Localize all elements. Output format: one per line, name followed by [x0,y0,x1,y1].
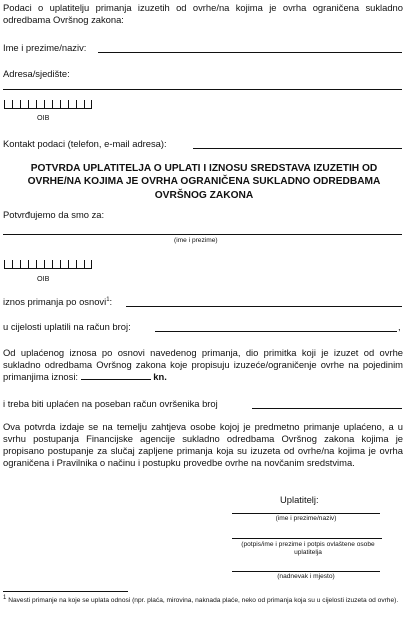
date-place-field[interactable] [232,571,380,572]
recipient-name-field[interactable] [3,234,402,235]
income-label-text: iznos primanja po osnovi [3,296,107,307]
address-label: Adresa/sjedište: [3,68,70,79]
special-account-field[interactable] [252,408,402,409]
legal-basis-paragraph: Ova potvrda izdaje se na temelju zahtjeva osobe kojoj je predmetno primanje uplaćeno, a u svrhu postupanja Financijske agencije sukladno odredbama Ovršnog zakona kojima je propisano postupanje za slučaj zapljene primanja koja su izuzeta od ovrhe/na kojima je ovrha ograničena i Pravilnika o načinu i postupku provedbe ovrhe na novčanim sredstvima. [3,421,403,469]
account-end: , [398,321,401,332]
currency-unit: kn. [153,371,167,383]
income-colon: : [109,296,113,307]
footnote-text: Navesti primanje na koje se uplata odnosi (npr. plaća, mirovina, naknada plaće, neko od primanja koja su u cijelosti izuzeta od ovrhe). [8,597,399,604]
name-field[interactable] [98,52,402,53]
oib-boxes-recipient[interactable] [4,260,92,270]
footnote [3,594,403,606]
contact-label: Kontakt podaci (telefon, e-mail adresa): [3,138,167,149]
exempt-amount-text: Od uplaćenog iznosa po osnovi navedenog primanja, dio primitka koji je izuzet od ovrhe sukladno odredbama Ovršnog zakona koje propisuju izuzeće/ograničenje ovrhe na pojedinim primanjima iznosi: [3,347,403,383]
name-caption: (ime i prezime) [174,237,218,244]
special-account-label: i treba biti uplaćen na poseban račun ovršenika broj [3,398,218,409]
signature-field[interactable] [232,538,382,539]
footnote-mark: 1 [3,594,7,601]
payer-caption: (ime i prezime/naziv) [275,515,337,522]
oib-boxes[interactable] [4,100,92,110]
income-field[interactable] [126,306,402,307]
date-place-caption: (nadnevak i mjesto) [277,573,335,580]
footnote-separator [3,591,128,592]
oib-label-recipient: OIB [37,274,50,283]
confirm-label: Potvrđujemo da smo za: [3,209,105,220]
footnote-ref: 1 [106,296,110,303]
document-title: POTVRDA UPLATITELJA O UPLATI I IZNOSU SREDSTAVA IZUZETIH OD OVRHE/NA KOJIMA JE OVRHA OGRANIČENA SUKLADNO ODREDBAMA OVRŠNOG ZAKONA [27,163,381,201]
name-label: Ime i prezime/naziv: [3,42,87,53]
signature-caption-1: (potpis/ime i prezime i potpis ovlaštene osobe [241,541,375,548]
payer-label: Uplatitelj: [280,494,319,505]
address-field[interactable] [3,89,402,90]
exempt-amount-field[interactable] [81,371,151,380]
payer-name-field[interactable] [232,513,380,514]
oib-label: OIB [37,113,50,122]
exempt-amount-paragraph [3,347,403,383]
account-field[interactable] [155,331,397,332]
signature-caption-2: uplatitelja [294,549,322,556]
intro-text: Podaci o uplatitelju primanja izuzetih od ovrhe/na kojima je ovrha ograničena sukladno odredbama Ovršnog zakona: [3,2,403,26]
account-label: u cijelosti uplatili na račun broj: [3,321,131,332]
income-label [3,296,112,308]
contact-field[interactable] [193,148,402,149]
